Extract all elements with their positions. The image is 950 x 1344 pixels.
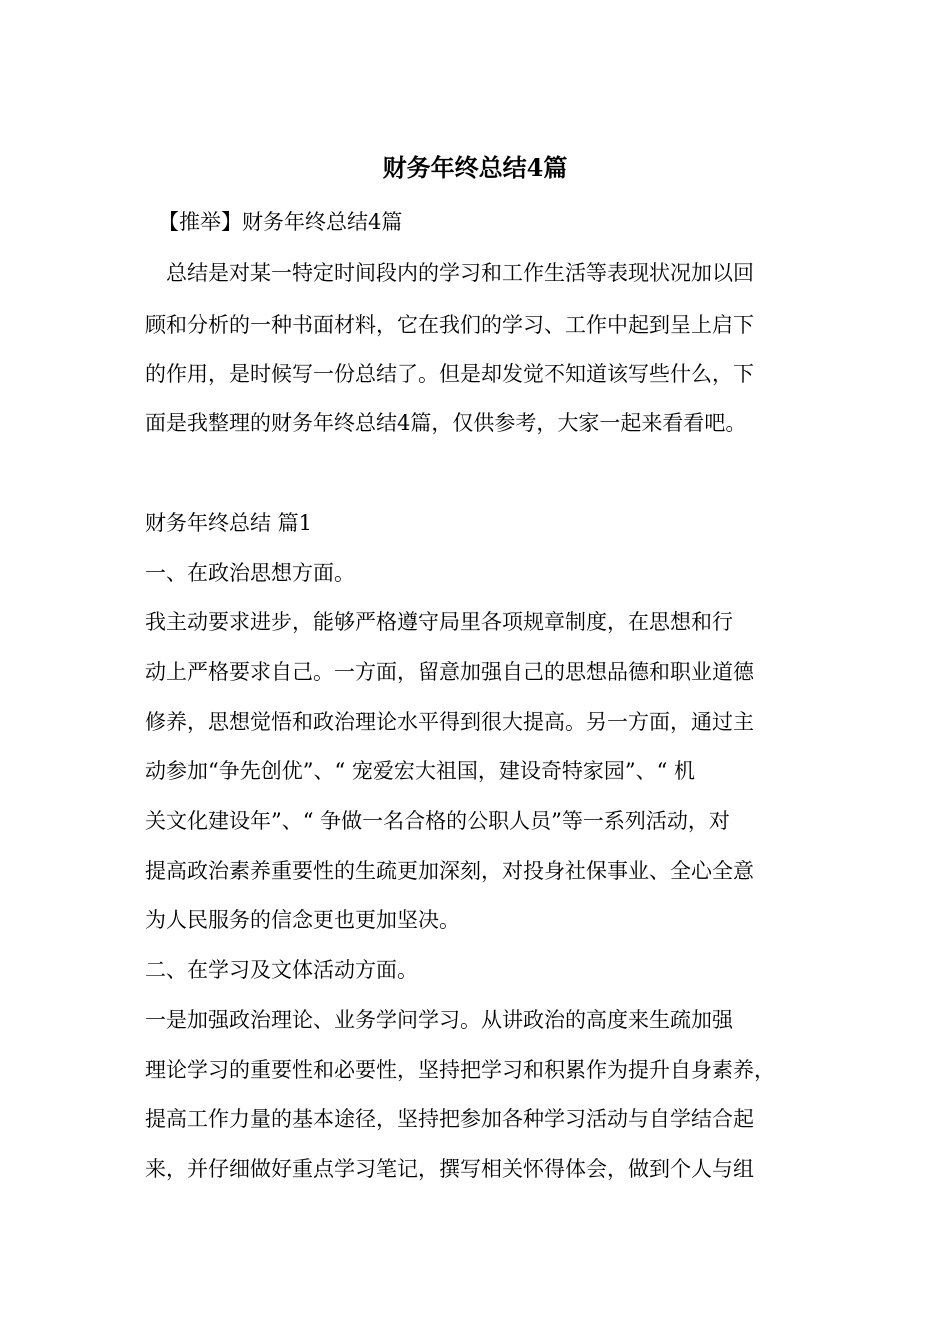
intro-line-1: 总结是对某一特定时间段内的学习和工作生活等表现状况加以回 — [145, 261, 754, 285]
recommend-line: 【推举】财务年终总结4篇 — [158, 210, 403, 234]
document-title: 财务年终总结4篇 — [382, 153, 568, 182]
intro-line-2: 顾和分析的一种书面材料，它在我们的学习、工作中起到呈上启下 — [145, 313, 754, 337]
body-line-4: 动参加“争先创优”、“ 宠爱宏大祖国，建设奇特家园”、“ 机 — [145, 759, 696, 783]
body-line-11: 来，并仔细做好重点学习笔记，撰写相关怀得体会，做到个人与组 — [145, 1157, 754, 1181]
body-line-1: 我主动要求进步，能够严格遵守局里各项规章制度，在思想和行 — [145, 610, 733, 634]
body-line-8: 一是加强政治理论、业务学问学习。从讲政治的高度来生疏加强 — [145, 1008, 733, 1032]
body-line-10: 提高工作力量的基本途径，坚持把参加各种学习活动与自学结合起 — [145, 1107, 754, 1131]
body-line-9: 理论学习的重要性和必要性，坚持把学习和积累作为提升自身素养， — [145, 1058, 775, 1082]
section-heading-1: 财务年终总结 篇1 — [145, 511, 313, 535]
body-line-6: 提高政治素养重要性的生疏更加深刻，对投身社保事业、全心全意 — [145, 859, 754, 883]
intro-line-4: 面是我整理的财务年终总结4篇，仅供参考，大家一起来看看吧。 — [145, 411, 747, 435]
subheading-politics: 一、在政治思想方面。 — [145, 561, 355, 585]
subheading-study: 二、在学习及文体活动方面。 — [145, 958, 418, 982]
intro-line-3: 的作用，是时候写一份总结了。但是却发觉不知道该写些什么，下 — [145, 362, 754, 386]
body-line-2: 动上严格要求自己。一方面，留意加强自己的思想品德和职业道德 — [145, 660, 754, 684]
body-line-3: 修养，思想觉悟和政治理论水平得到很大提高。另一方面，通过主 — [145, 710, 754, 734]
body-line-5: 关文化建设年”、“ 争做一名合格的公职人员”等一系列活动，对 — [145, 809, 730, 833]
body-line-7: 为人民服务的信念更也更加坚决。 — [145, 908, 460, 932]
